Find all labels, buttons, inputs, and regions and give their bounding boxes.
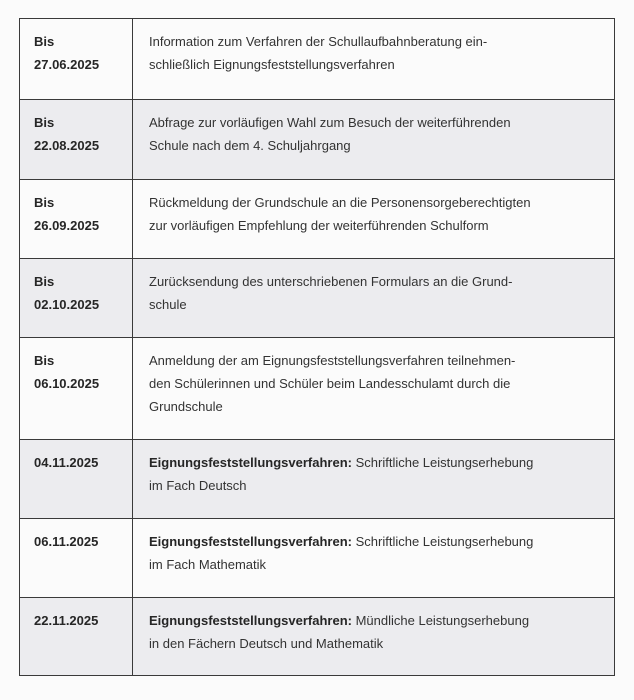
description-text: Schriftliche Leistungserhebung <box>351 455 534 470</box>
deadline-prefix: Bis <box>34 195 55 210</box>
description-line: schule <box>149 297 187 312</box>
description-line <box>149 609 598 632</box>
deadline-cell <box>20 519 133 598</box>
deadline-date: 06.11.2025 <box>34 534 99 549</box>
description-cell <box>133 440 615 519</box>
schedule-row <box>20 19 615 100</box>
description-line: Abfrage zur vorläufigen Wahl zum Besuch der weiterführenden <box>149 115 511 130</box>
procedure-label: Eignungsfeststellungsverfahren: <box>149 455 352 470</box>
deadline-date: 27.06.2025 <box>34 57 100 72</box>
description-line: zur vorläufigen Empfehlung der weiterführenden Schulform <box>149 218 489 233</box>
description-text: Mündliche Leistungserhebung <box>351 613 530 628</box>
schedule-row <box>20 440 615 519</box>
deadline-prefix: Bis <box>34 274 55 289</box>
deadline-date: 04.11.2025 <box>34 455 99 470</box>
schedule-row <box>20 100 615 180</box>
deadline-cell <box>20 338 133 440</box>
description-cell <box>133 100 615 180</box>
description-line: Anmeldung der am Eignungsfeststellungsverfahren teilnehmen- <box>149 353 516 368</box>
description-line: Information zum Verfahren der Schullaufbahnberatung ein- <box>149 34 488 49</box>
description-line: schließlich Eignungsfeststellungsverfahren <box>149 57 395 72</box>
description-cell <box>133 19 615 100</box>
schedule-table <box>19 18 615 676</box>
deadline-cell <box>20 259 133 338</box>
deadline-cell <box>20 100 133 180</box>
description-line: Rückmeldung der Grundschule an die Personensorgeberechtigten <box>149 195 531 210</box>
deadline-prefix: Bis <box>34 115 55 130</box>
description-line <box>149 451 598 474</box>
description-cell <box>133 259 615 338</box>
deadline-date: 26.09.2025 <box>34 218 100 233</box>
deadline-prefix: Bis <box>34 353 55 368</box>
deadline-date: 22.08.2025 <box>34 138 100 153</box>
deadline-date: 02.10.2025 <box>34 297 100 312</box>
schedule-table-body <box>20 19 615 676</box>
schedule-row <box>20 259 615 338</box>
description-cell <box>133 598 615 676</box>
deadline-cell <box>20 19 133 100</box>
procedure-label: Eignungsfeststellungsverfahren: <box>149 534 352 549</box>
description-line <box>149 530 598 553</box>
description-cell <box>133 338 615 440</box>
description-line: in den Fächern Deutsch und Mathematik <box>149 636 384 651</box>
procedure-label: Eignungsfeststellungsverfahren: <box>149 613 352 628</box>
schedule-row <box>20 519 615 598</box>
deadline-cell <box>20 440 133 519</box>
deadline-cell <box>20 180 133 259</box>
description-line: im Fach Mathematik <box>149 557 267 572</box>
description-text: Schriftliche Leistungserhebung <box>351 534 534 549</box>
schedule-row <box>20 598 615 676</box>
description-cell <box>133 519 615 598</box>
schedule-row <box>20 338 615 440</box>
deadline-cell <box>20 598 133 676</box>
deadline-date: 06.10.2025 <box>34 376 100 391</box>
description-line: den Schülerinnen und Schüler beim Landesschulamt durch die <box>149 376 511 391</box>
description-line: Schule nach dem 4. Schuljahrgang <box>149 138 351 153</box>
description-cell <box>133 180 615 259</box>
deadline-date: 22.11.2025 <box>34 613 99 628</box>
description-line: im Fach Deutsch <box>149 478 247 493</box>
deadline-prefix: Bis <box>34 34 55 49</box>
description-line: Zurücksendung des unterschriebenen Formulars an die Grund- <box>149 274 513 289</box>
description-line: Grundschule <box>149 399 223 414</box>
schedule-row <box>20 180 615 259</box>
